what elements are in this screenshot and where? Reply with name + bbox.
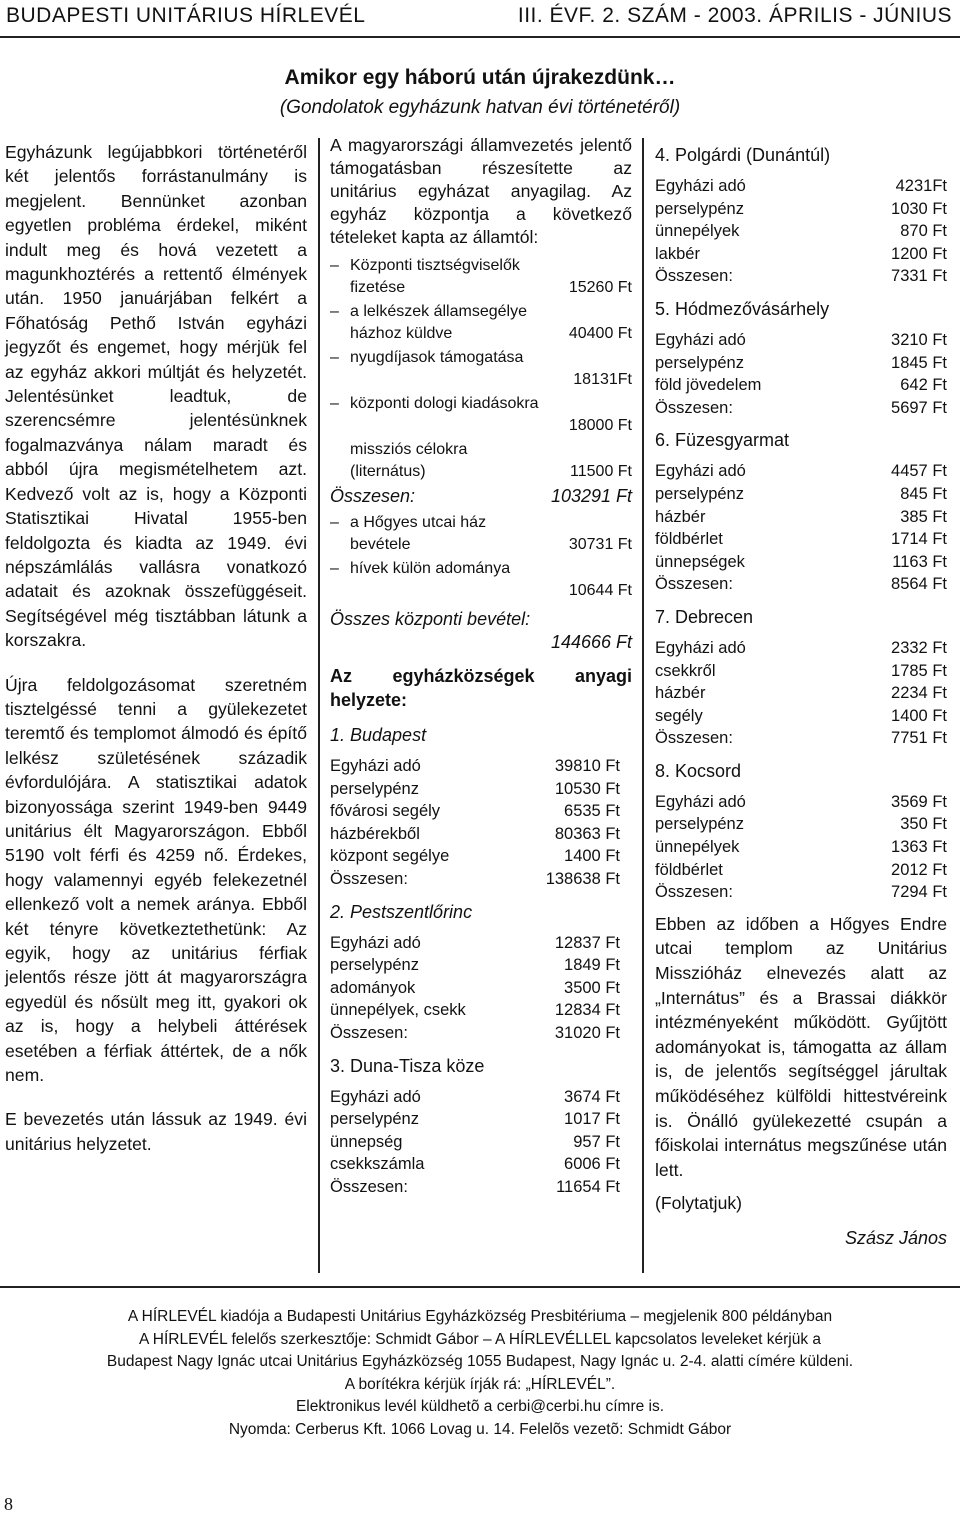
finance-amount: 1849 Ft	[564, 956, 620, 975]
finance-amount: 11654 Ft	[556, 1177, 620, 1196]
finance-label: Összesen:	[330, 1177, 408, 1196]
finance-row	[655, 660, 947, 683]
finance-amount: 4231Ft	[895, 177, 947, 195]
finance-amount: 1200 Ft	[891, 244, 947, 263]
finance-row	[330, 1022, 632, 1045]
finance-amount: 8564 Ft	[891, 575, 947, 594]
finance-label: Összesen:	[655, 729, 733, 748]
finance-row	[655, 859, 947, 882]
finance-amount: 5697 Ft	[891, 398, 947, 417]
finance-amount: 1845 Ft	[891, 353, 947, 372]
income-item	[330, 255, 632, 299]
finance-amount: 2012 Ft	[891, 860, 947, 879]
income-item-label: központi dologi kiadásokra	[350, 395, 539, 412]
income-item-label: a lelkészek államsegélye	[350, 303, 527, 320]
finance-label: adományok	[330, 978, 416, 997]
finance-amount: 138638 Ft	[545, 869, 620, 888]
paragraph-1: Egyházunk legújabbkori történetéről két jelentős forrástanulmány is megjelent. Bennünket azonban egyetlen probléma érdekel, miként indult meg és hová vezetett a magunkhoztérés a rettentő élmények után. 1950 januárjában felkért a Főhatóság Pethő István egyházi jegyzőt és engemet, hogy mérjük fel az egyház akkori múltját és helyzetét. Jelentésünket leadtuk, de szerencsémre jelentésünknek fogalmazványa nálam maradt és abból újra megismételhetem azt. Kedvező volt az is, hogy a Központi Statisztikai Hivatal 1955-ben feldolgozta és kiadta az 1949. évi népszámlálás vallásra vonatkozó adatait és azoknak összefüggéseit. Segítségével még tisztábban látunk a korszakra.	[5, 142, 307, 651]
finance-row	[330, 1086, 632, 1109]
state-support-intro: A magyarországi államvezetés jelentő támogatásban részesítette az unitárius egyházat anyagilag. Az egyház központja a következő tételeket kapta az államtól:	[330, 135, 632, 247]
congregation-title: 5. Hódmezővásárhely	[655, 298, 830, 319]
finance-row	[330, 868, 632, 891]
colophon-line: Budapest Nagy Ignác utcai Unitárius Egyházközség 1055 Budapest, Nagy Ignác u. 2-4. alatti címére küldeni.	[106, 1353, 854, 1371]
finance-amount: 2234 Ft	[891, 684, 947, 703]
colophon-line: A HÍRLEVÉL felelős szerkesztője: Schmidt Gábor – A HÍRLEVÉLLEL kapcsolatos leveleket kérjük a	[138, 1330, 822, 1348]
finance-amount: 1714 Ft	[891, 530, 947, 549]
finance-amount: 3569 Ft	[891, 792, 947, 811]
colophon-line: A HÍRLEVÉL kiadója a Budapesti Unitárius Egyházközség Presbitériuma – megjelenik 800 példányban	[127, 1308, 833, 1325]
colophon-line: A borítékra kérjük írják rá: „HÍRLEVÉL”.	[344, 1375, 616, 1393]
finance-label: földbérlet	[655, 860, 723, 879]
congregation-block	[330, 1055, 632, 1199]
finance-label: Egyházi adó	[655, 638, 746, 657]
colophon	[0, 1306, 960, 1442]
dash-bullet: –	[330, 560, 339, 577]
grand-total-label: Összes központi bevétel:	[330, 609, 531, 629]
finance-label: ünnepélyek	[655, 838, 740, 857]
income-item-label: a Hőgyes utcai ház	[350, 514, 487, 531]
finance-row	[655, 813, 947, 836]
finance-label: házbér	[655, 507, 706, 526]
column-1	[5, 140, 307, 1156]
finance-row	[330, 932, 632, 955]
finance-label: Egyházi adó	[330, 757, 421, 775]
income-item-amount: 10644 Ft	[568, 582, 632, 599]
finance-amount: 39810 Ft	[554, 757, 620, 775]
finance-row	[330, 999, 632, 1022]
congregation-title: 1. Budapest	[330, 725, 427, 745]
finance-label: perselypénz	[330, 779, 419, 798]
finance-amount: 7331 Ft	[891, 267, 947, 286]
colophon-line: Nyomda: Cerberus Kft. 1066 Lovag u. 14. Felelõs vezetõ: Schmidt Gábor	[228, 1420, 732, 1438]
column-divider-2	[642, 138, 644, 1273]
finance-label: lakbér	[655, 244, 700, 263]
congregation-title: 4. Polgárdi (Dunántúl)	[655, 145, 831, 165]
finance-label: házbérekből	[330, 824, 420, 843]
finance-row	[655, 198, 947, 221]
income-item	[330, 301, 632, 345]
finance-amount: 80363 Ft	[554, 824, 620, 843]
finance-label: ünnepélyek	[655, 222, 740, 241]
finance-row	[655, 243, 947, 266]
finance-label: Egyházi adó	[330, 933, 421, 952]
finance-label: perselypénz	[655, 815, 744, 834]
finance-row	[330, 755, 632, 778]
congregation-title: 6. Füzesgyarmat	[655, 430, 790, 451]
finance-label: Egyházi adó	[655, 177, 746, 195]
finance-label: Összesen:	[655, 267, 733, 286]
congregation-title: 2. Pestszentlőrinc	[330, 901, 473, 922]
finance-label: perselypénz	[655, 199, 744, 218]
finance-row	[330, 823, 632, 846]
finance-amount: 1030 Ft	[891, 199, 947, 218]
issue-info: III. ÉVF. 2. SZÁM - 2003. ÁPRILIS - JÚNIUS	[517, 4, 952, 27]
finance-amount: 957 Ft	[573, 1132, 620, 1151]
article-subtitle: (Gondolatok egyházunk hatvan évi történetéről)	[279, 97, 681, 118]
finance-row	[655, 573, 947, 596]
finance-label: föld jövedelem	[655, 376, 762, 395]
congregation-block	[655, 606, 947, 750]
finance-label: fővárosi segély	[330, 802, 441, 821]
congregation-title: 8. Kocsord	[655, 760, 742, 781]
column-3	[655, 134, 947, 1250]
income-item-amount: 30731 Ft	[568, 536, 632, 553]
page-number: 8	[4, 1494, 13, 1514]
grand-total-amount: 144666 Ft	[550, 632, 632, 652]
finance-row	[655, 637, 947, 660]
income-item-amount: 40400 Ft	[568, 325, 632, 342]
closing-paragraph: Ebben az időben a Hőgyes Endre utcai templom az Unitárius Misszióház elnevezés alatt az „Internátus” és a Brassai diákkör intézményeként működött. Gyűjtött adományokat is, támogatta az állam is, de jelentős segítséggel járultak működéséhez külföldi hittestvéreink is. Önálló gyülekezetté csupán a főiskolai internátus megszűnése után lett.	[655, 913, 947, 1180]
finance-label: ünnepségek	[655, 552, 745, 571]
finance-label: központ segélye	[330, 847, 450, 866]
finance-amount: 3210 Ft	[891, 330, 947, 349]
paragraph-2: Újra feldolgozásomat szeretném tisztelgéssé tenni a gyülekezetet teremtő és templomot álmodó és építő lelkész születésének századik évfordulójára. A statisztikai adatok bizonyossága szerint 1949-ben 9449 unitárius élt Magyarországon. Ebből 5190 volt férfi és 4259 nő. Érdekes, hogy valamennyi egyéb felekezetnél ellenkező volt a nemek aránya. Ebből két tényre következtethetünk: Az egyik, hogy az unitárius férfiak jelentős része jött át magyarországra egyedül és nősült meg itt, gyakori ok az is, hogy a helybeli áttérések esetében a férfiak áttértek, de a nők nem.	[5, 674, 307, 1086]
finance-amount: 4457 Ft	[891, 462, 947, 481]
finance-amount: 31020 Ft	[554, 1023, 620, 1042]
header-rule	[0, 36, 960, 38]
finance-row	[655, 551, 947, 574]
finance-row	[330, 800, 632, 823]
income-item-label-cont: fizetése	[350, 279, 406, 296]
finance-label: házbér	[655, 684, 706, 703]
finance-label: Összesen:	[330, 869, 408, 888]
finance-amount: 3500 Ft	[564, 978, 620, 997]
finance-amount: 845 Ft	[900, 484, 947, 503]
finance-amount: 1363 Ft	[891, 838, 947, 857]
finance-amount: 1017 Ft	[564, 1110, 620, 1129]
dash-bullet: –	[330, 514, 339, 531]
income-item-label: Központi tisztségviselők	[350, 257, 520, 274]
income-item-amount: 11500 Ft	[570, 463, 632, 480]
income-item-label: nyugdíjasok támogatása	[350, 349, 524, 366]
section-heading: Az egyházközségek anyagi	[330, 666, 632, 686]
income-item-missions	[330, 439, 632, 483]
finance-label: földbérlet	[655, 530, 723, 549]
income-item	[330, 347, 632, 391]
finance-amount: 2332 Ft	[891, 638, 947, 657]
finance-label: Egyházi adó	[655, 462, 746, 481]
finance-amount: 7751 Ft	[891, 729, 947, 748]
finance-amount: 6535 Ft	[564, 802, 620, 821]
finance-row	[655, 528, 947, 551]
finance-row	[330, 954, 632, 977]
finance-row	[655, 329, 947, 352]
finance-amount: 6006 Ft	[564, 1155, 620, 1174]
congregation-block	[655, 298, 947, 419]
income-item-amount: 15260 Ft	[568, 279, 632, 296]
finance-row	[330, 1108, 632, 1131]
income-item-label: missziós célokra	[350, 441, 468, 458]
congregation-block	[330, 724, 632, 891]
paragraph-3: E bevezetés után lássuk az 1949. évi unitárius helyzetet.	[5, 1109, 307, 1154]
column-divider-1	[318, 138, 320, 1273]
finance-label: Összesen:	[655, 398, 733, 417]
finance-amount: 350 Ft	[900, 815, 947, 834]
finance-label: segély	[655, 706, 703, 725]
dash-bullet: –	[330, 257, 339, 274]
finance-row	[655, 265, 947, 288]
finance-row	[330, 1131, 632, 1154]
finance-amount: 642 Ft	[900, 376, 947, 395]
finance-label: Összesen:	[330, 1023, 408, 1042]
finance-label: csekkről	[655, 661, 716, 680]
finance-amount: 1400 Ft	[891, 706, 947, 725]
finance-amount: 12837 Ft	[554, 933, 620, 952]
income-item-amount: 18000 Ft	[568, 417, 632, 434]
finance-row	[655, 682, 947, 705]
finance-label: Egyházi adó	[655, 792, 746, 811]
finance-row	[655, 836, 947, 859]
congregation-title: 3. Duna-Tisza köze	[330, 1055, 485, 1076]
finance-row	[655, 791, 947, 814]
finance-row	[330, 778, 632, 801]
finance-amount: 1163 Ft	[892, 552, 947, 571]
finance-row	[655, 374, 947, 397]
finance-amount: 1785 Ft	[891, 661, 947, 680]
finance-row	[655, 460, 947, 483]
finance-label: perselypénz	[655, 353, 744, 372]
finance-row	[655, 397, 947, 420]
income-item-label: hívek külön adománya	[350, 560, 511, 577]
income-item	[330, 393, 632, 437]
finance-label: ünnepélyek, csekk	[330, 1001, 466, 1020]
congregation-block	[655, 760, 947, 904]
newsletter-name: BUDAPESTI UNITÁRIUS HÍRLEVÉL	[6, 4, 366, 27]
congregation-block	[655, 144, 947, 288]
finance-label: perselypénz	[655, 484, 744, 503]
finance-row	[655, 220, 947, 243]
congregation-block	[655, 429, 947, 596]
dash-bullet: –	[330, 303, 339, 320]
finance-label: csekkszámla	[330, 1155, 425, 1174]
to-be-continued: (Folytatjuk)	[655, 1193, 743, 1214]
finance-row	[655, 506, 947, 529]
finance-amount: 385 Ft	[900, 507, 947, 526]
finance-row	[655, 483, 947, 506]
income-item	[330, 558, 632, 602]
finance-label: ünnepség	[330, 1132, 403, 1151]
finance-row	[330, 1176, 632, 1199]
finance-label: perselypénz	[330, 1110, 419, 1129]
finance-amount: 3674 Ft	[564, 1087, 620, 1106]
congregation-title: 7. Debrecen	[655, 606, 754, 627]
colophon-line: Elektronikus levél küldhetõ a cerbi@cerbi.hu címre is.	[295, 1398, 665, 1416]
finance-label: Összesen:	[655, 883, 733, 902]
finance-row	[330, 845, 632, 868]
footer-rule	[0, 1286, 960, 1288]
column-2	[330, 134, 632, 1207]
finance-amount: 870 Ft	[900, 222, 947, 241]
finance-amount: 12834 Ft	[554, 1001, 620, 1020]
finance-row	[655, 175, 947, 198]
author-name: Szász János	[844, 1228, 947, 1249]
subtotal-label: Összesen:	[330, 486, 416, 506]
article-title: Amikor egy háború után újrakezdünk…	[284, 66, 676, 89]
income-item-label-cont: bevétele	[350, 536, 411, 553]
subtotal-amount: 103291 Ft	[550, 486, 632, 506]
finance-row	[330, 1153, 632, 1176]
section-heading-cont: helyzete:	[330, 690, 408, 710]
income-item-label-cont: házhoz küldve	[350, 325, 453, 342]
dash-bullet: –	[330, 395, 339, 412]
finance-row	[655, 881, 947, 904]
finance-amount: 10530 Ft	[554, 779, 620, 798]
congregation-block	[330, 901, 632, 1045]
income-item	[330, 512, 632, 556]
income-item-amount: 18131Ft	[573, 371, 632, 388]
finance-row	[655, 705, 947, 728]
finance-label: Egyházi adó	[330, 1087, 421, 1106]
finance-amount: 7294 Ft	[891, 883, 947, 902]
finance-row	[655, 352, 947, 375]
finance-amount: 1400 Ft	[564, 847, 620, 866]
finance-row	[330, 977, 632, 1000]
finance-label: perselypénz	[330, 956, 419, 975]
finance-label: Összesen:	[655, 575, 733, 594]
finance-label: Egyházi adó	[655, 330, 746, 349]
subtotal	[330, 485, 632, 508]
income-item-label-cont: (liternátus)	[350, 463, 426, 480]
finance-row	[655, 727, 947, 750]
dash-bullet: –	[330, 349, 339, 366]
